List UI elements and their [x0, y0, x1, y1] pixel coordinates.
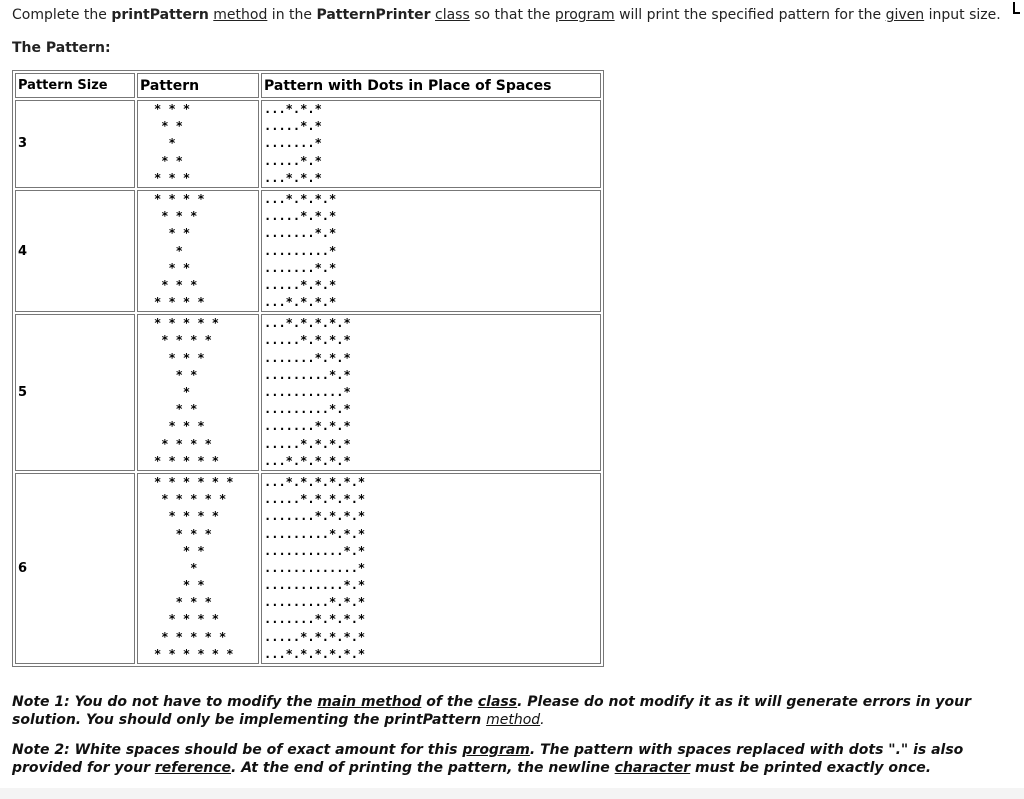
table-row [15, 100, 601, 188]
dots-pattern-line: ...*.*.* [264, 170, 322, 185]
dots-pattern-cell [261, 314, 601, 471]
dots-pattern-line: .....*.*.* [264, 209, 337, 224]
main-method-link[interactable]: main method [317, 694, 422, 710]
pattern-line: * * * * * [154, 629, 227, 644]
note-2 [12, 741, 1002, 777]
page-footer-strip [0, 788, 1024, 799]
dots-pattern-line: ...*.*.*.*.* [264, 453, 351, 468]
note-text: must be printed exactly once. [690, 760, 932, 776]
pattern-size-cell: 5 [15, 314, 135, 471]
dots-pattern-line: ...*.*.* [264, 102, 322, 116]
class-link[interactable]: class [435, 7, 470, 23]
pattern-line: * * * [154, 595, 212, 610]
dots-pattern-line: .......* [264, 136, 322, 151]
pattern-line: * * [154, 260, 191, 275]
dots-pattern-line: ...*.*.*.* [264, 191, 337, 206]
corner-bracket-icon [1013, 2, 1020, 14]
dots-pattern-line: ...........*.* [264, 578, 366, 593]
dots-pattern-line: .......*.* [264, 226, 337, 241]
pattern-line: * * * * * [154, 453, 220, 468]
note-1 [12, 693, 1002, 729]
dots-pattern-cell [261, 100, 601, 188]
dots-pattern-line: .........*.*.* [264, 526, 366, 541]
pattern-line: * [154, 243, 183, 258]
pattern-line: * * * * * [154, 316, 220, 331]
dots-pattern-line: .......*.*.*.* [264, 509, 366, 524]
pattern-cell [137, 314, 259, 471]
class-link[interactable]: class [477, 694, 518, 710]
pattern-line: * * [154, 153, 183, 168]
note-text: Note 2: White spaces should be of exact amount for this [12, 742, 463, 758]
dots-pattern-line: .....*.*.*.*.* [264, 629, 366, 644]
method-link[interactable]: method [486, 712, 541, 728]
pattern-line: * * * [154, 350, 205, 365]
pattern-cell [137, 473, 259, 664]
pattern-heading: The Pattern: [12, 40, 111, 56]
problem-statement [12, 7, 1001, 23]
header-pattern-dots: Pattern with Dots in Place of Spaces [261, 73, 601, 98]
intro-text: will print the specified pattern for the [614, 7, 886, 23]
dots-pattern-cell [261, 190, 601, 312]
pattern-line: * * [154, 119, 183, 134]
dots-pattern-line: .....*.*.* [264, 277, 337, 292]
pattern-line: * [154, 560, 198, 575]
header-pattern-size: Pattern Size [15, 73, 135, 98]
pattern-line: * * * [154, 526, 212, 541]
dots-pattern-line: .......*.* [264, 260, 337, 275]
pattern-line: * * * * * * [154, 474, 234, 489]
pattern-size-cell: 3 [15, 100, 135, 188]
pattern-line: * * * * [154, 191, 205, 206]
dots-pattern-line: ...*.*.*.*.*.* [264, 646, 366, 661]
dots-pattern-line: ...*.*.*.*.*.* [264, 474, 366, 489]
dots-pattern-line: .......*.*.*.* [264, 612, 366, 627]
dots-pattern-line: .....*.*.*.*.* [264, 492, 366, 507]
pattern-line: * * * [154, 419, 205, 434]
pattern-line: * * [154, 402, 198, 417]
program-link[interactable]: program [462, 742, 530, 758]
dots-pattern-line: ...........* [264, 385, 351, 399]
character-link[interactable]: character [614, 760, 691, 776]
pattern-line: * * * * * * [154, 646, 234, 661]
pattern-line: * [154, 385, 191, 399]
dots-pattern-line: .........* [264, 243, 337, 258]
note-text: . Please do not modify it as it will generate errors in your solution. You should only be implementing the printPattern [12, 694, 972, 728]
pattern-line: * * * [154, 209, 198, 224]
dots-pattern-line: .....*.* [264, 153, 322, 168]
class-name: PatternPrinter [316, 7, 431, 23]
pattern-table [12, 70, 604, 667]
pattern-line: * * * [154, 102, 191, 116]
pattern-line: * * * * [154, 436, 212, 451]
table-row [15, 314, 601, 471]
intro-text: input size. [924, 7, 1001, 23]
dots-pattern-line: .....*.*.*.* [264, 333, 351, 348]
pattern-line: * * * * [154, 612, 220, 627]
dots-pattern-line: .........*.* [264, 402, 351, 417]
method-name: printPattern [111, 7, 209, 23]
pattern-cell [137, 190, 259, 312]
note-text: . [540, 712, 545, 728]
program-link[interactable]: program [554, 7, 615, 23]
pattern-line: * [154, 136, 176, 151]
dots-pattern-line: .....*.* [264, 119, 322, 134]
pattern-cell [137, 100, 259, 188]
pattern-size-cell: 6 [15, 473, 135, 664]
note-text: of the [421, 694, 478, 710]
note-text: . At the end of printing the pattern, the newline [231, 760, 615, 776]
pattern-line: * * * [154, 170, 191, 185]
dots-pattern-line: ...*.*.*.* [264, 295, 337, 310]
dots-pattern-line: ...........*.* [264, 543, 366, 558]
note-text: . The pattern with spaces replaced with dots "." is also provided for your [12, 742, 964, 776]
method-link[interactable]: method [213, 7, 268, 23]
table-row [15, 473, 601, 664]
table-row [15, 190, 601, 312]
dots-pattern-line: .......*.*.* [264, 350, 351, 365]
intro-text: in the [267, 7, 317, 23]
pattern-size-cell: 4 [15, 190, 135, 312]
dots-pattern-line: .........*.* [264, 367, 351, 382]
pattern-line: * * * * * [154, 492, 227, 507]
pattern-line: * * * [154, 277, 198, 292]
pattern-line: * * [154, 226, 191, 241]
dots-pattern-line: .........*.*.* [264, 595, 366, 610]
notes [12, 693, 1002, 789]
pattern-line: * * * * [154, 295, 205, 310]
note-text: Note 1: You do not have to modify the [12, 694, 318, 710]
dots-pattern-line: .....*.*.*.* [264, 436, 351, 451]
dots-pattern-cell [261, 473, 601, 664]
intro-text: Complete the [12, 7, 112, 23]
pattern-line: * * * * [154, 333, 212, 348]
table-header-row [15, 73, 601, 98]
pattern-line: * * [154, 367, 198, 382]
header-pattern: Pattern [137, 73, 259, 98]
dots-pattern-line: .......*.*.* [264, 419, 351, 434]
dots-pattern-line: .............* [264, 560, 366, 575]
pattern-line: * * [154, 578, 205, 593]
pattern-line: * * * * [154, 509, 220, 524]
dots-pattern-line: ...*.*.*.*.* [264, 316, 351, 331]
intro-text: so that the [469, 7, 555, 23]
given-link[interactable]: given [885, 7, 925, 23]
pattern-line: * * [154, 543, 205, 558]
reference-link[interactable]: reference [154, 760, 232, 776]
